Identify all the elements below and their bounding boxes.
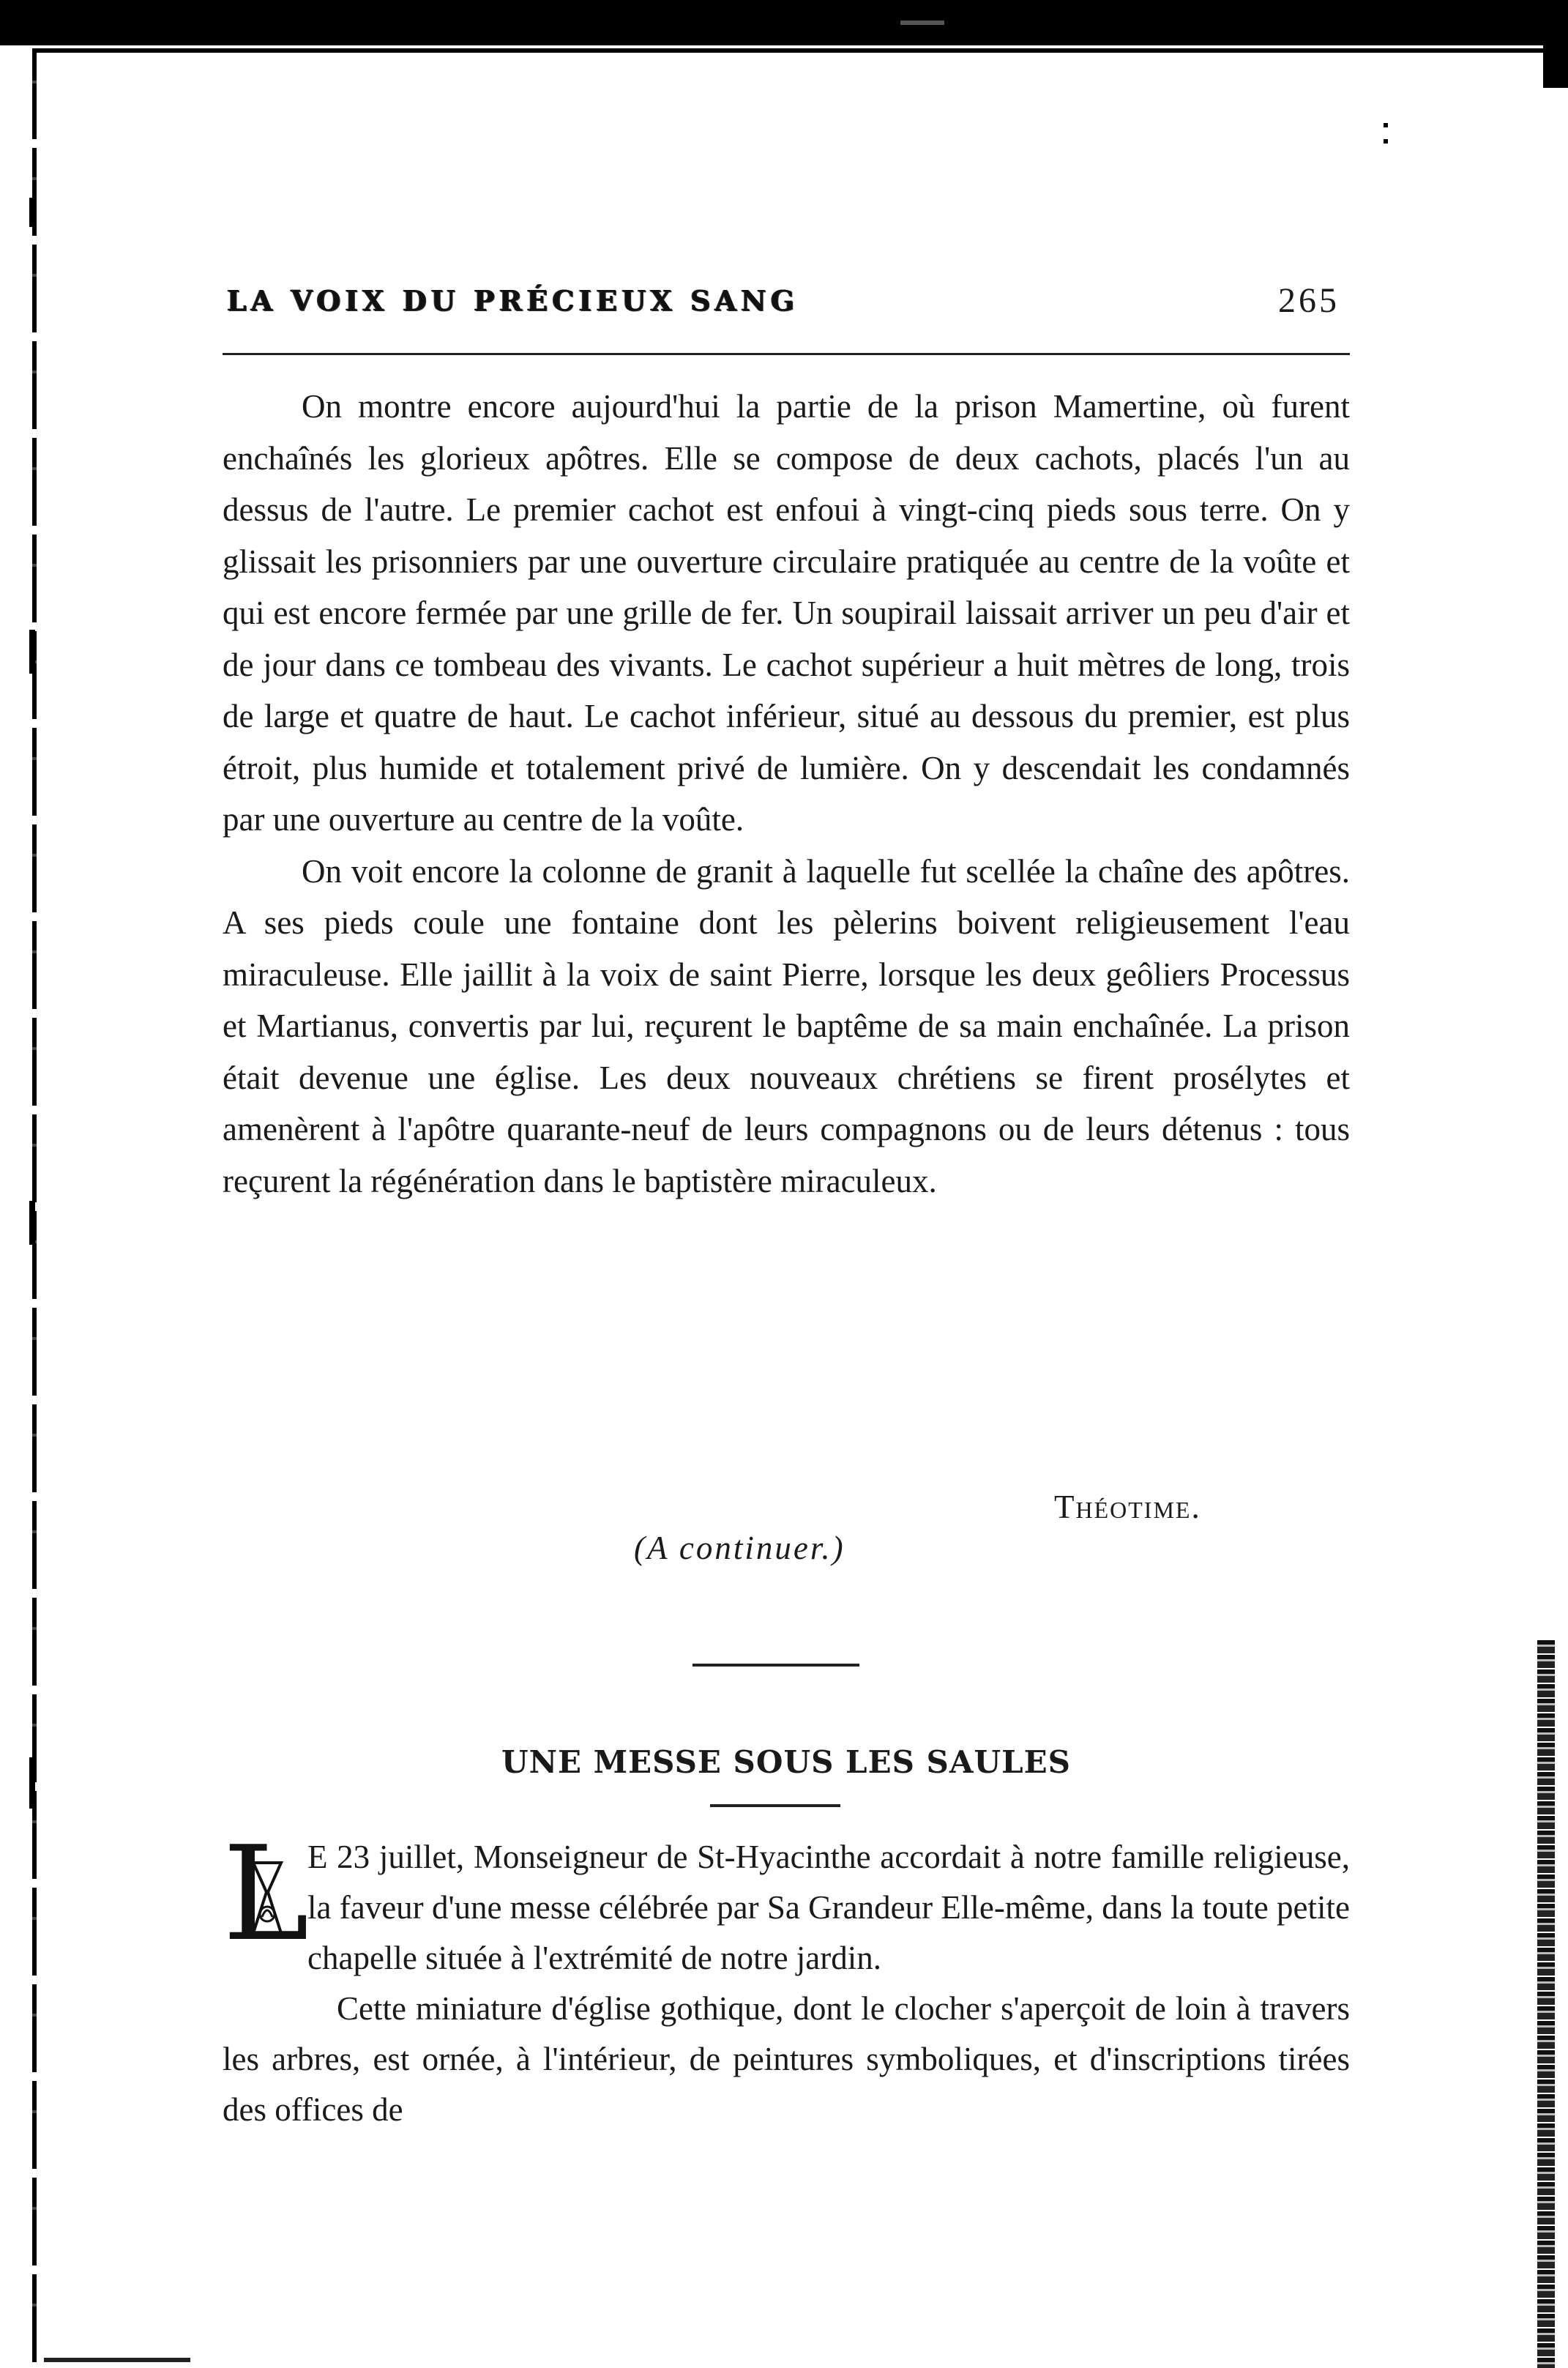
scan-speck [29,1757,35,1809]
scan-mark [900,21,944,25]
continuation-note: (A continuer.) [634,1530,845,1566]
scan-speck [1384,139,1388,144]
scan-speck [29,198,35,227]
author-signature: Théotime. [1054,1489,1201,1525]
drop-cap [223,1818,310,1970]
page-frame-top [32,48,1548,53]
scan-speck [1384,123,1388,127]
article-body [223,1818,1350,2135]
scan-border-top [0,0,1568,45]
page-number: 265 [1278,280,1340,320]
page-frame-right [1537,1640,1555,2368]
page-frame-bottom [44,2358,190,2362]
running-title: LA VOIX DU PRÉCIEUX SANG [227,283,799,317]
drop-cap-ornament-icon [249,1860,285,1936]
header-rule [223,353,1350,355]
running-header [227,277,1340,324]
paragraph: Cette miniature d'église gothique, dont le clocher s'aperçoit de loin à travers les arbres, est ornée, à l'intérieur, de peintures symboliques, et d'inscriptions tirées des offices de [223,1990,1350,2128]
article-body [223,381,1350,1207]
paragraph: On voit encore la colonne de granit à laquelle fut scellée la chaîne des apôtres. A ses pieds coule une fontaine dont les pèlerins boivent religieusement l'eau miraculeuse. Elle jaillit à la voix de saint Pierre, lorsque les deux geôliers Processus et Martianus, convertis par lui, reçurent le baptême de sa main enchaînée. La prison était devenue une église. Les deux nouveaux chrétiens se firent prosélytes et amenèrent à l'apôtre quarante-neuf de leurs compagnons ou de leurs détenus : tous reçurent la régénération dans le baptistère miraculeux. [223,852,1350,1199]
scan-speck [29,630,35,674]
scan-speck [29,1201,35,1245]
article-separator [692,1664,859,1667]
paragraph [223,1818,1350,1984]
section-title: UNE MESSE SOUS LES SAULES [501,1744,1071,1780]
drop-cap-letter: L [223,1818,310,1970]
paragraph-text: E 23 juillet, Monseigneur de St-Hyacinthe accordait à notre famille religieuse, la faveur d'une messe célébrée par Sa Grandeur Elle-même, dans la toute petite chapelle située à l'extrémité de notre jardin. [307,1839,1350,1976]
scan-border-corner [1543,0,1568,88]
paragraph: On montre encore aujourd'hui la partie de la prison Mamertine, où furent enchaînés les glorieux apôtres. Elle se compose de deux cachots, placés l'un au dessus de l'autre. Le premier cachot est enfoui à vingt-cinq pieds sous terre. On y glissait les prisonniers par une ouverture circulaire pratiquée au centre de la voûte et qui est encore fermée par une grille de fer. Un soupirail laissait arriver un peu d'air et de jour dans ce tombeau des vivants. Le cachot supérieur a huit mètres de long, trois de large et quatre de haut. Le cachot inférieur, situé au dessous du premier, est plus étroit, plus humide et totalement privé de lumière. On y descendait les condamnés par une ouverture au centre de la voûte. [223,388,1350,838]
title-rule [710,1804,840,1807]
